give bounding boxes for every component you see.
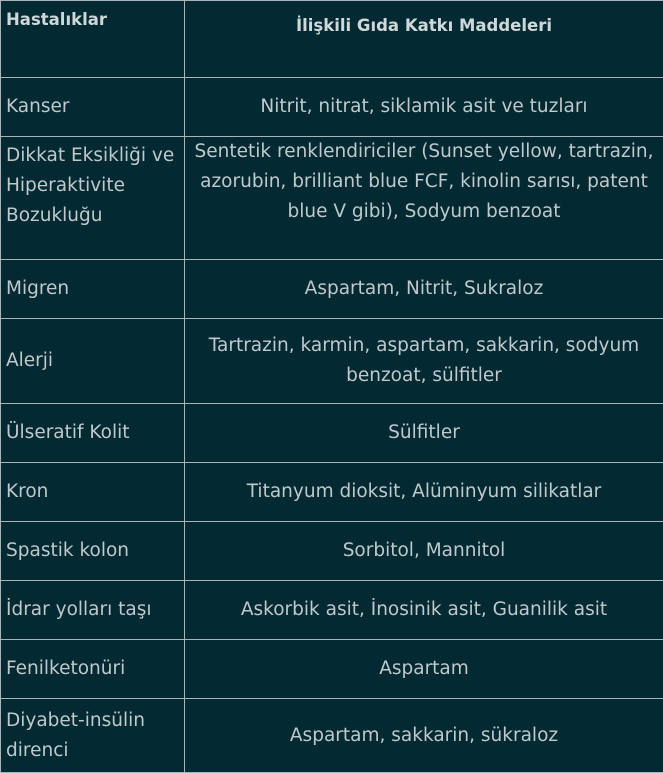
disease-cell: Migren	[1, 260, 185, 319]
additives-cell: Titanyum dioksit, Alüminyum silikatlar	[185, 463, 663, 522]
additives-cell: Sülfitler	[185, 404, 663, 463]
header-diseases: Hastalıklar	[1, 1, 185, 78]
disease-cell: Fenilketonüri	[1, 640, 185, 699]
table-row	[1, 463, 663, 522]
additives-cell: Nitrit, nitrat, siklamik asit ve tuzları	[185, 78, 663, 137]
disease-cell: Kron	[1, 463, 185, 522]
additives-cell: Aspartam, sakkarin, sükraloz	[185, 699, 663, 773]
additives-cell: Aspartam	[185, 640, 663, 699]
disease-cell: Kanser	[1, 78, 185, 137]
additives-cell: Aspartam, Nitrit, Sukraloz	[185, 260, 663, 319]
table-row	[1, 78, 663, 137]
disease-cell: Diyabet-insülin direnci	[1, 699, 185, 773]
disease-cell: Spastik kolon	[1, 522, 185, 581]
disease-cell: Dikkat Eksikliği ve Hiperaktivite Bozukluğu	[1, 137, 185, 260]
additives-cell: Sentetik renklendiriciler (Sunset yellow, tartrazin, azorubin, brilliant blue FCF, kinolin sarısı, patent blue V gibi), Sodyum benzoat	[185, 137, 663, 260]
table-row	[1, 404, 663, 463]
disease-cell: Alerji	[1, 319, 185, 404]
additives-cell: Askorbik asit, İnosinik asit, Guanilik asit	[185, 581, 663, 640]
table-row	[1, 581, 663, 640]
table-row	[1, 640, 663, 699]
disease-cell: Ülseratif Kolit	[1, 404, 185, 463]
table-row	[1, 137, 663, 260]
table-header-row	[1, 1, 663, 78]
table-row	[1, 699, 663, 773]
table-row	[1, 522, 663, 581]
table-row	[1, 319, 663, 404]
header-additives: İlişkili Gıda Katkı Maddeleri	[185, 1, 663, 78]
disease-cell: İdrar yolları taşı	[1, 581, 185, 640]
additives-cell: Sorbitol, Mannitol	[185, 522, 663, 581]
table-row	[1, 260, 663, 319]
additives-cell: Tartrazin, karmin, aspartam, sakkarin, sodyum benzoat, sülfitler	[185, 319, 663, 404]
